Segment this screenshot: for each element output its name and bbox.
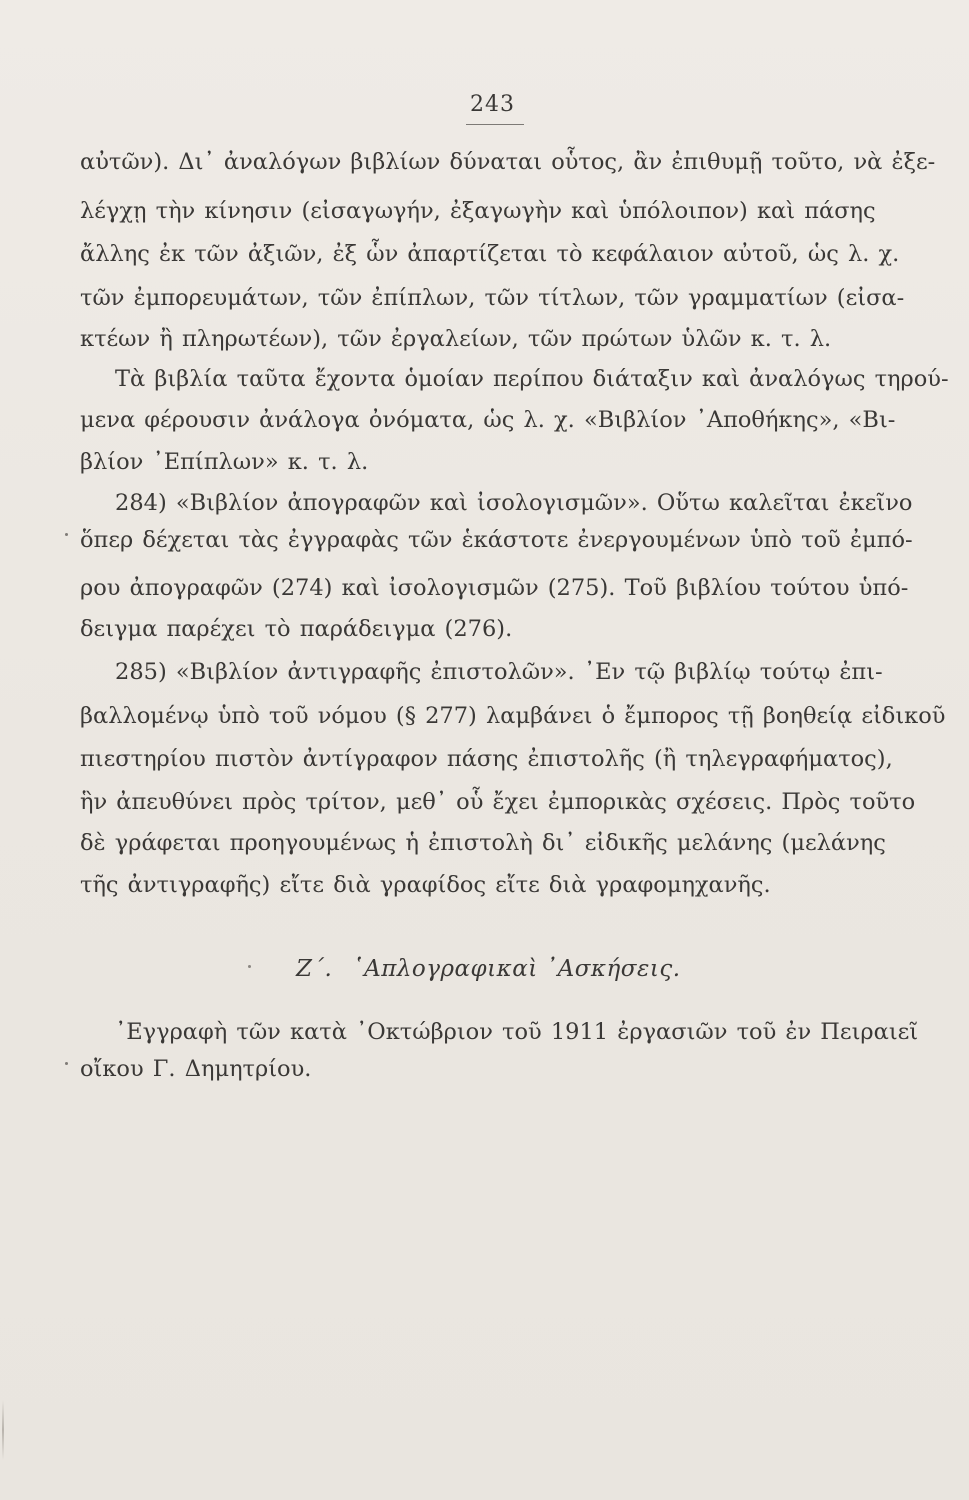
exercise-line-2: οἴκου Γ. Δημητρίου. [80, 1056, 312, 1082]
paragraph-285-line-1: 285) «Βιβλίον ἀντιγραφῆς ἐπιστολῶν». ᾽Εν τῷ βιβλίῳ τούτῳ ἐπι- [115, 659, 883, 685]
paragraph-284-line-1: 284) «Βιβλίον ἀπογραφῶν καὶ ἰσολογισμῶν». Οὕτω καλεῖται ἐκεῖνο [115, 490, 913, 516]
paragraph-285-line-2: βαλλομένῳ ὑπὸ τοῦ νόμου (§ 277) λαμβάνει ὁ ἔμπορος τῇ βοηθείᾳ εἰδικοῦ [80, 703, 946, 729]
page-number: 243 [470, 92, 515, 117]
paragraph-285-line-6: τῆς ἀντιγραφῆς) εἴτε διὰ γραφίδος εἴτε διὰ γραφομηχανῆς. [80, 872, 771, 898]
body-line-8: βλίον ᾽Επίπλων» κ. τ. λ. [80, 449, 369, 475]
paragraph-284-line-2: ὅπερ δέχεται τὰς ἐγγραφὰς τῶν ἑκάστοτε ἐνεργουμένων ὑπὸ τοῦ ἐμπό- [80, 527, 913, 553]
paragraph-285-line-4: ἣν ἀπευθύνει πρὸς τρίτον, μεθ᾽ οὗ ἔχει ἐμπορικὰς σχέσεις. Πρὸς τοῦτο [80, 789, 916, 815]
paragraph-285-line-5: δὲ γράφεται προηγουμένως ἡ ἐπιστολὴ δι᾽ εἰδικῆς μελάνης (μελάνης [80, 830, 886, 856]
body-line-4: τῶν ἐμπορευμάτων, τῶν ἐπίπλων, τῶν τίτλων, τῶν γραμματίων (εἰσα- [80, 285, 905, 311]
body-line-5: κτέων ἢ πληρωτέων), τῶν ἐργαλείων, τῶν πρώτων ὑλῶν κ. τ. λ. [80, 326, 832, 352]
paragraph-284-line-4: δειγμα παρέχει τὸ παράδειγμα (276). [80, 616, 513, 642]
paper-speck [65, 1062, 68, 1065]
section-letter: Ζ΄. [296, 956, 333, 982]
body-line-3: ἄλλης ἐκ τῶν ἀξιῶν, ἐξ ὧν ἀπαρτίζεται τὸ κεφάλαιον αὐτοῦ, ὡς λ. χ. [80, 241, 900, 267]
section-heading [296, 951, 681, 987]
body-line-1: αὐτῶν). Δι᾽ ἀναλόγων βιβλίων δύναται οὗτος, ἂν ἐπιθυμῇ τοῦτο, νὰ ἐξε- [80, 149, 936, 175]
paper-speck [65, 533, 68, 536]
page-number-rule [466, 124, 524, 125]
body-line-7: μενα φέρουσιν ἀνάλογα ὀνόματα, ὡς λ. χ. «Βιβλίον ᾽Αποθήκης», «Βι- [80, 407, 896, 433]
margin-stain [2, 1400, 4, 1460]
exercise-line-1: ᾽Εγγραφὴ τῶν κατὰ ᾽Οκτώβριον τοῦ 1911 ἐργασιῶν τοῦ ἐν Πειραιεῖ [115, 1019, 919, 1045]
section-title: ῾Απλογραφικαὶ ᾽Ασκήσεις. [352, 956, 681, 982]
paragraph-285-line-3: πιεστηρίου πιστὸν ἀντίγραφον πάσης ἐπιστολῆς (ἢ τηλεγραφήματος), [80, 746, 893, 772]
body-line-2: λέγχῃ τὴν κίνησιν (εἰσαγωγήν, ἐξαγωγὴν καὶ ὑπόλοιπον) καὶ πάσης [80, 198, 876, 224]
section-dot-mark [248, 965, 251, 968]
body-line-6: Τὰ βιβλία ταῦτα ἔχοντα ὁμοίαν περίπου διάταξιν καὶ ἀναλόγως τηρού- [115, 366, 949, 392]
paragraph-284-line-3: ρου ἀπογραφῶν (274) καὶ ἰσολογισμῶν (275). Τοῦ βιβλίου τούτου ὑπό- [80, 575, 909, 601]
